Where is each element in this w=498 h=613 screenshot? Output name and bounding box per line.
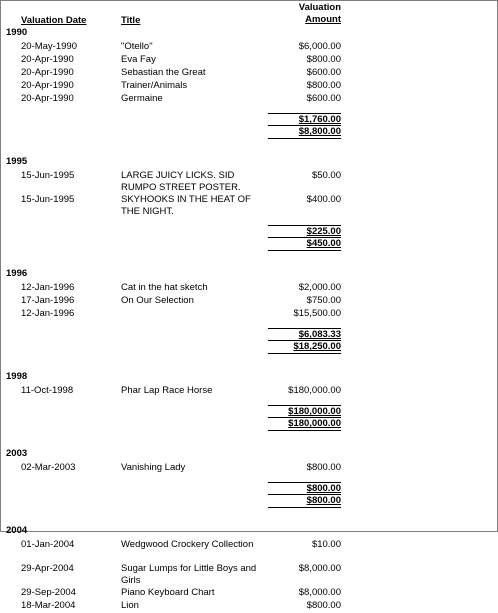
valuation-date: 29-Apr-2004	[21, 563, 74, 574]
year-totals	[268, 328, 341, 354]
year-totals	[268, 482, 341, 508]
item-title: Piano Keyboard Chart	[121, 587, 215, 598]
year-totals	[268, 225, 341, 251]
year-total: $8,800.00	[268, 125, 341, 139]
year-total: $450.00	[268, 237, 341, 251]
valuation-date: 29-Sep-2004	[21, 587, 76, 598]
valuation-amount: $800.00	[306, 80, 341, 91]
year-heading: 1995	[6, 156, 28, 167]
year-group	[1, 156, 497, 261]
item-title: Vanishing Lady	[121, 462, 186, 473]
valuation-date: 17-Jan-1996	[21, 295, 75, 306]
year-subtotal: $800.00	[268, 482, 341, 494]
year-heading: 2004	[6, 525, 28, 536]
item-title: Sugar Lumps for Little Boys and Girls	[121, 563, 257, 586]
year-group	[1, 268, 497, 364]
valuation-amount: $180,000.00	[288, 385, 341, 396]
valuation-amount: $600.00	[306, 93, 341, 104]
valuation-date: 12-Jan-1996	[21, 308, 75, 319]
year-subtotal: $225.00	[268, 225, 341, 237]
valuation-amount: $8,000.00	[298, 563, 341, 574]
item-title: "Otello"	[121, 41, 153, 52]
year-heading: 2003	[6, 448, 28, 459]
item-title: LARGE JUICY LICKS. SID RUMPO STREET POSTER.	[121, 170, 241, 193]
valuation-amount: $6,000.00	[298, 41, 341, 52]
item-title: Eva Fay	[121, 54, 156, 65]
item-title: Wedgwood Crockery Collection	[121, 539, 254, 550]
year-total: $18,250.00	[268, 340, 341, 354]
year-subtotal: $180,000.00	[268, 405, 341, 417]
valuation-amount: $800.00	[306, 462, 341, 473]
valuation-date: 11-Oct-1998	[21, 385, 74, 396]
item-title: On Our Selection	[121, 295, 194, 306]
valuation-amount: $8,000.00	[298, 587, 341, 598]
valuation-date: 02-Mar-2003	[21, 462, 76, 473]
year-total: $800.00	[268, 494, 341, 508]
year-group	[1, 448, 497, 518]
valuation-amount-header-line2: Amount	[305, 14, 341, 25]
title-header: Title	[121, 15, 141, 26]
valuation-date: 18-Mar-2004	[21, 600, 76, 611]
item-title: Germaine	[121, 93, 163, 104]
item-title: Trainer/Animals	[121, 80, 188, 91]
valuation-amount: $10.00	[311, 539, 341, 550]
valuation-amount: $50.00	[311, 170, 341, 181]
year-group	[1, 27, 497, 149]
valuation-date: 20-May-1990	[21, 41, 77, 52]
valuation-amount: $600.00	[306, 67, 341, 78]
item-title: Phar Lap Race Horse	[121, 385, 213, 396]
item-title: Cat in the hat sketch	[121, 282, 208, 293]
valuation-amount: $750.00	[306, 295, 341, 306]
valuation-date: 20-Apr-1990	[21, 93, 74, 104]
year-subtotal: $6,083.33	[268, 328, 341, 340]
year-subtotal: $1,760.00	[268, 113, 341, 125]
valuation-date: 15-Jun-1995	[21, 170, 75, 181]
item-title: Lion	[121, 600, 139, 611]
valuation-amount: $800.00	[306, 54, 341, 65]
year-totals	[268, 113, 341, 139]
year-heading: 1990	[6, 27, 28, 38]
valuation-amount-header-line1: Valuation	[298, 2, 341, 13]
valuation-date: 20-Apr-1990	[21, 54, 74, 65]
valuation-amount-header	[251, 2, 341, 26]
year-total: $180,000.00	[268, 417, 341, 431]
valuation-amount: $2,000.00	[298, 282, 341, 293]
valuation-date: 01-Jan-2004	[21, 539, 75, 550]
year-group	[1, 371, 497, 441]
year-heading: 1998	[6, 371, 28, 382]
valuation-date: 15-Jun-1995	[21, 194, 75, 205]
year-group	[1, 525, 497, 613]
column-header	[1, 1, 497, 27]
valuation-amount: $400.00	[306, 194, 341, 205]
year-totals	[268, 405, 341, 431]
valuation-date-header: Valuation Date	[21, 15, 87, 26]
item-title: Sebastian the Great	[121, 67, 206, 78]
year-heading: 1996	[6, 268, 28, 279]
item-title: SKYHOOKS IN THE HEAT OF THE NIGHT.	[121, 194, 251, 217]
valuation-amount: $15,500.00	[293, 308, 341, 319]
valuation-date: 12-Jan-1996	[21, 282, 75, 293]
valuation-amount: $800.00	[306, 600, 341, 611]
valuation-date: 20-Apr-1990	[21, 67, 74, 78]
valuation-date: 20-Apr-1990	[21, 80, 74, 91]
